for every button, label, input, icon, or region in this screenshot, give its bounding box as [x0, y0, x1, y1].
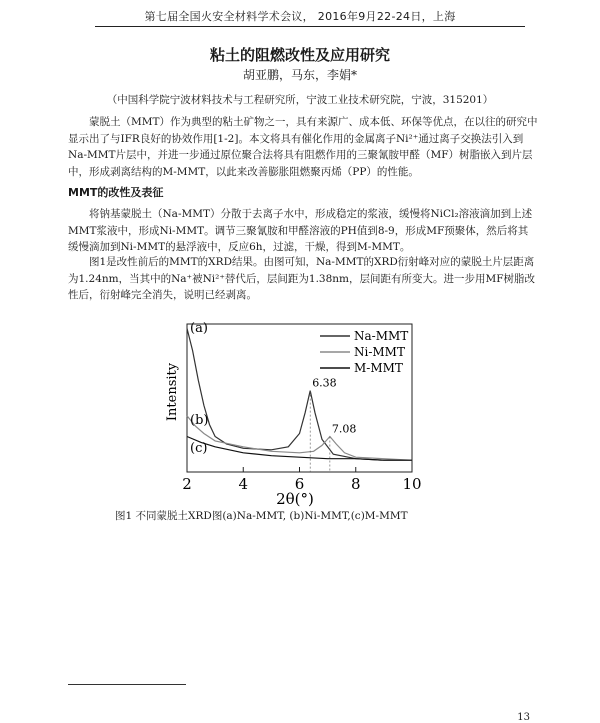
peak-label: 7.08	[331, 422, 357, 436]
series-label: (b)	[190, 413, 209, 428]
method-paragraph	[68, 206, 538, 256]
section-heading: MMT的改性及表征	[68, 186, 164, 199]
footnote-rule	[68, 684, 186, 685]
intro-text: 蒙脱土（MMT）作为典型的粘土矿物之一，具有来源广、成本低、环保等优点，在以往的研究中显示出了与IFR良好的协效作用[1-2]。本文将具有催化作用的金属离子Ni²⁺通过离子交换法引入到Na-MMT片层中，并进一步通过原位聚合法将具有阻燃作用的三聚氰胺甲醛（MF）树脂嵌入到片层中，形成剥离结构的M-MMT，以此来改善膨胀阻燃聚丙烯（PP）的性能。	[68, 116, 538, 178]
affiliation: （中国科学院宁波材料技术与工程研究所，宁波工业技术研究院，宁波，315201）	[106, 94, 494, 106]
peak-label: 6.38	[312, 376, 337, 390]
x-tick-label: 8	[350, 475, 361, 493]
conference-header: 第七届全国火安全材料学术会议， 2016年9月22-24日，上海	[144, 10, 456, 23]
series-label: (c)	[190, 441, 208, 456]
page-number: 13	[517, 712, 530, 723]
x-tick-label: 4	[238, 475, 249, 493]
legend-entry: M-MMT	[354, 361, 403, 375]
paper-title: 粘土的阻燃改性及应用研究	[209, 46, 390, 64]
results-text: 图1是改性前后的MMT的XRD结果。由图可知，Na-MMT的XRD衍射峰对应的蒙脱土片层距离为1.24nm，当其中的Na⁺被Ni²⁺替代后，层间距为1.38nm，层间距有所变大。进一步用MF树脂改性后，衍射峰完全消失，说明已经剥离。	[68, 256, 536, 301]
chart-legend	[320, 329, 408, 375]
x-tick-label: 10	[402, 475, 422, 493]
intro-paragraph	[68, 114, 538, 180]
author-list: 胡亚鹏，马东，李娟*	[242, 68, 357, 82]
method-text: 将钠基蒙脱土（Na-MMT）分散于去离子水中，形成稳定的浆液，缓慢将NiCl₂溶液滴加到上述MMT浆液中，形成Ni-MMT。调节三聚氰胺和甲醛溶液的PH值到8-9，形成MF预聚体，然后将其缓慢滴加到Ni-MMT的悬浮液中，反应6h，过滤，干燥，得到M-MMT。	[68, 208, 533, 253]
x-tick-label: 2	[182, 475, 192, 493]
legend-entry: Na-MMT	[354, 329, 409, 343]
series-layer	[187, 321, 412, 472]
x-tick-label: 6	[294, 475, 305, 493]
series-label: (a)	[190, 321, 208, 336]
xrd-chart	[150, 312, 440, 508]
header-rule	[95, 26, 525, 27]
figure-caption: 图1 不同蒙脱土XRD图(a)Na-MMT, (b)Ni-MMT,(c)M-MMT	[115, 510, 408, 522]
y-axis-label: Intensity	[165, 362, 180, 422]
legend-entry: Ni-MMT	[354, 345, 405, 359]
x-axis-label: 2θ(°)	[276, 490, 314, 508]
results-paragraph	[68, 254, 538, 304]
series-line-ni-mmt	[187, 416, 412, 460]
